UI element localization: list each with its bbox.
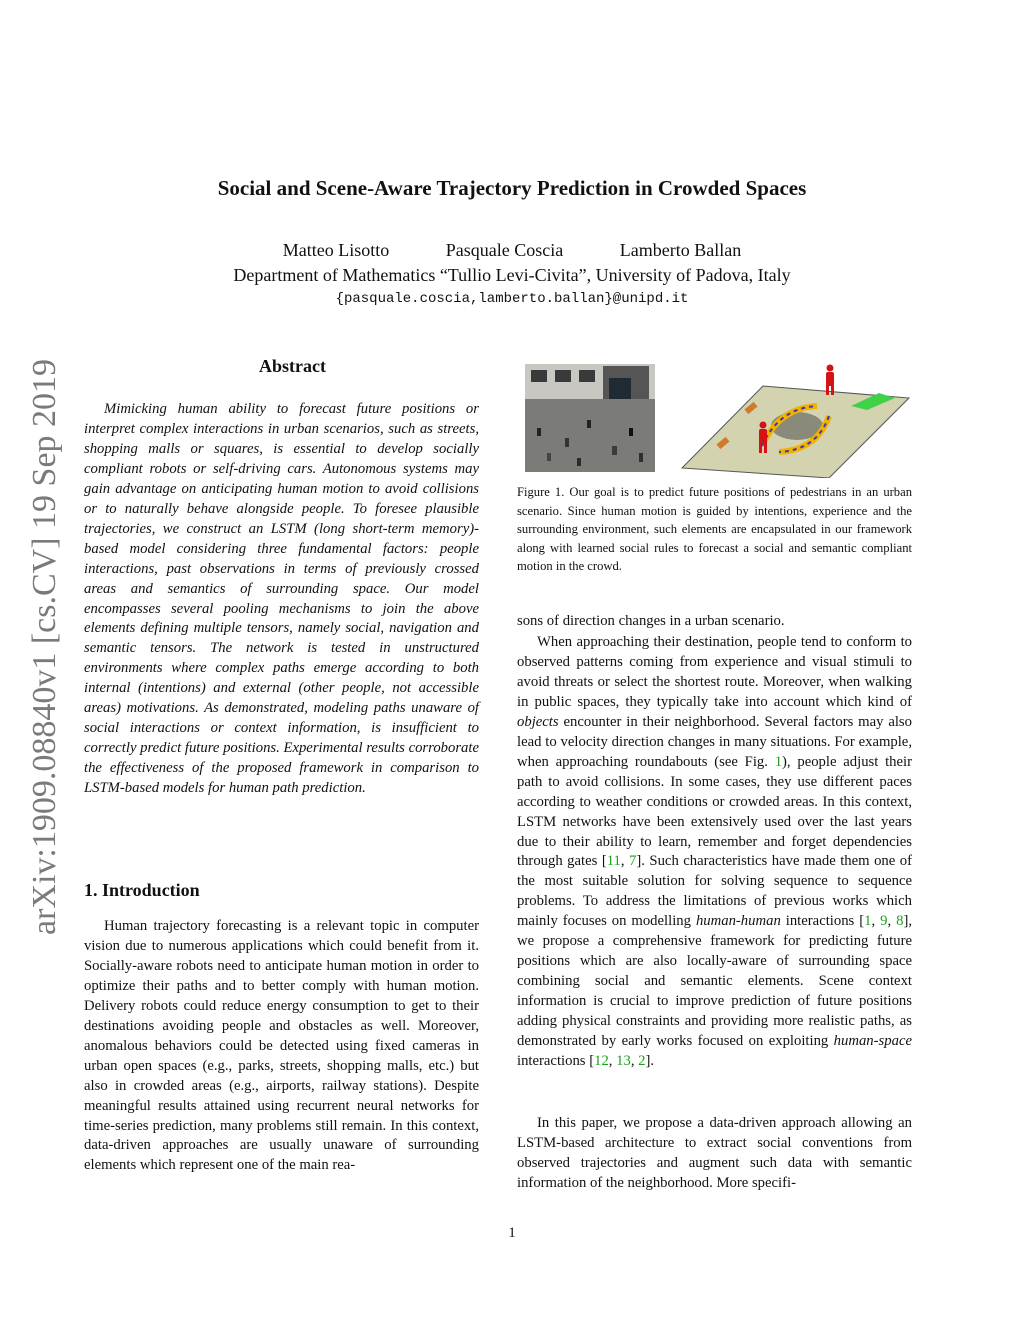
author-list [0, 240, 1024, 261]
text-run: ]. [645, 1053, 655, 1070]
text-run: interactions [ [780, 913, 865, 930]
author-name: Lamberto Ballan [619, 240, 742, 260]
citation-link[interactable]: 8 [896, 913, 904, 930]
separator: , [887, 913, 897, 930]
figure-reference-link[interactable]: 1 [774, 753, 783, 770]
separator: , [620, 853, 630, 870]
roundabout-schematic [682, 365, 909, 479]
body-paragraph [517, 633, 912, 1072]
figure-caption: Figure 1. Our goal is to predict future positions of pedestrians in an urban scenario. Since human motion is guided by intentions, experience and the surrounding environment, such elements are encapsulated in our framework along with learned social rules to forecast a social and semantic compliant motion in the crowd. [517, 485, 912, 573]
text-run: ), people adjust their path to avoid collisions. In some cases, they use different paces according to weather conditions or crowded areas. In this context, LSTM networks have been extensively used over the last years due to their ability to learn, remember and forget dependencies through gates [ [517, 753, 912, 870]
abstract-text: Mimicking human ability to forecast future positions or interpret complex interactions in urban scenarios, such as streets, shopping malls or squares, is essential to develop socially compliant robots or self-driving cars. Autonomous systems may gain advantage on anticipating human motion to avoid collisions or to naturally behave alongside people. To foresee plausible trajectories, we construct an LSTM (long short-term memory)-based model considering three fundamental factors: people interactions, past observations in terms of previously crossed areas and semantics of surrounding space. Our model encompasses several pooling mechanisms to join the above elements defining multiple tensors, namely social, navigation and semantic tensors. The network is tested in unstructured environments where complex paths emerge according to both internal (intentions) and external (other people, not accessible areas) motivations. As demonstrated, modeling paths unaware of social interactions or context information, is insufficient to correctly predict future positions. Experimental results corroborate the effectiveness of the proposed framework in comparison to LSTM-based models for human path prediction. [84, 401, 480, 797]
separator: , [608, 1053, 617, 1070]
arxiv-stamp: arXiv:1909.08840v1 [cs.CV] 19 Sep 2019 [26, 358, 63, 935]
figure-1 [517, 358, 912, 478]
citation-link[interactable]: 13 [616, 1053, 631, 1070]
text-run: When approaching their destination, people tend to conform to observed patterns coming from experience and visual stimuli to avoid threats or select the shortest route. Moreover, when walking in public spaces, they typically take into account which kind of [517, 634, 912, 710]
citation-link[interactable]: 12 [594, 1053, 609, 1070]
citation-link[interactable]: 11 [606, 853, 621, 870]
paper-title: Social and Scene-Aware Trajectory Prediction in Crowded Spaces [217, 176, 807, 200]
introduction-heading: 1. Introduction [84, 880, 200, 900]
text-run: ], we propose a comprehensive framework for predicting future positions which are also locally-aware of surrounding space combining social and semantic elements. Scene context information is crucial to improve prediction of future positions adding physical constraints and providing more realistic paths, as demonstrated by early works focused on exploiting [517, 913, 913, 1050]
affiliation: Department of Mathematics “Tullio Levi-Civita”, University of Padova, Italy [233, 265, 791, 285]
street-photo [525, 364, 655, 472]
text-run: interactions [ [517, 1053, 595, 1070]
separator: , [871, 913, 881, 930]
citation-link[interactable]: 2 [638, 1053, 646, 1070]
emphasis-text: human-space [833, 1033, 912, 1050]
text-run: encounter in their neighborhood. Several factors may also lead to velocity direction changes in many situations. For example, when approaching roundabouts (see Fig. [517, 713, 912, 770]
body-paragraph: In this paper, we propose a data-driven approach allowing an LSTM-based architecture to extract social conventions from observed trajectories and augment such data with semantic information of the neighborhood. More specifi- [517, 1115, 912, 1191]
introduction-text: Human trajectory forecasting is a relevant topic in computer vision due to numerous applications which could benefit from it. Socially-aware robots need to anticipate human motion in order to optimize their paths and to better comply with human motion. Delivery robots could reduce energy consumption to get to their destinations avoiding people and obstacles as well. Moreover, anomalous behaviors could be detected using fixed cameras in urban open spaces (e.g., parks, streets, shopping malls, etc.) but also in crowded areas (e.g., airports, railway stations). Despite meaningful results attained using recurrent neural networks for time-series prediction, many problems still remain. In this context, data-driven approaches are usually unaware of surrounding elements which represent one of the main rea- [84, 918, 479, 1174]
text-run: ]. Such characteristics have made them one of the most suitable solution for solving sequence to sequence problems. To address the limitations of previous works which mainly focuses on modelling [517, 853, 912, 930]
page-number: 1 [508, 1225, 516, 1241]
citation-link[interactable]: 7 [629, 853, 637, 870]
emphasis-text: human-human [695, 913, 781, 930]
citation-link[interactable]: 9 [880, 913, 888, 930]
separator: , [630, 1053, 639, 1070]
pedestrian-figure [826, 365, 834, 396]
abstract-heading: Abstract [259, 356, 326, 376]
emphasis-text: objects [517, 713, 559, 730]
author-name: Matteo Lisotto [282, 240, 390, 260]
citation-link[interactable]: 1 [864, 913, 872, 930]
email-address: {pasquale.coscia,lamberto.ballan}@unipd.it [335, 291, 689, 307]
author-name: Pasquale Coscia [445, 240, 564, 260]
body-paragraph: sons of direction changes in a urban scenario. [517, 613, 785, 629]
